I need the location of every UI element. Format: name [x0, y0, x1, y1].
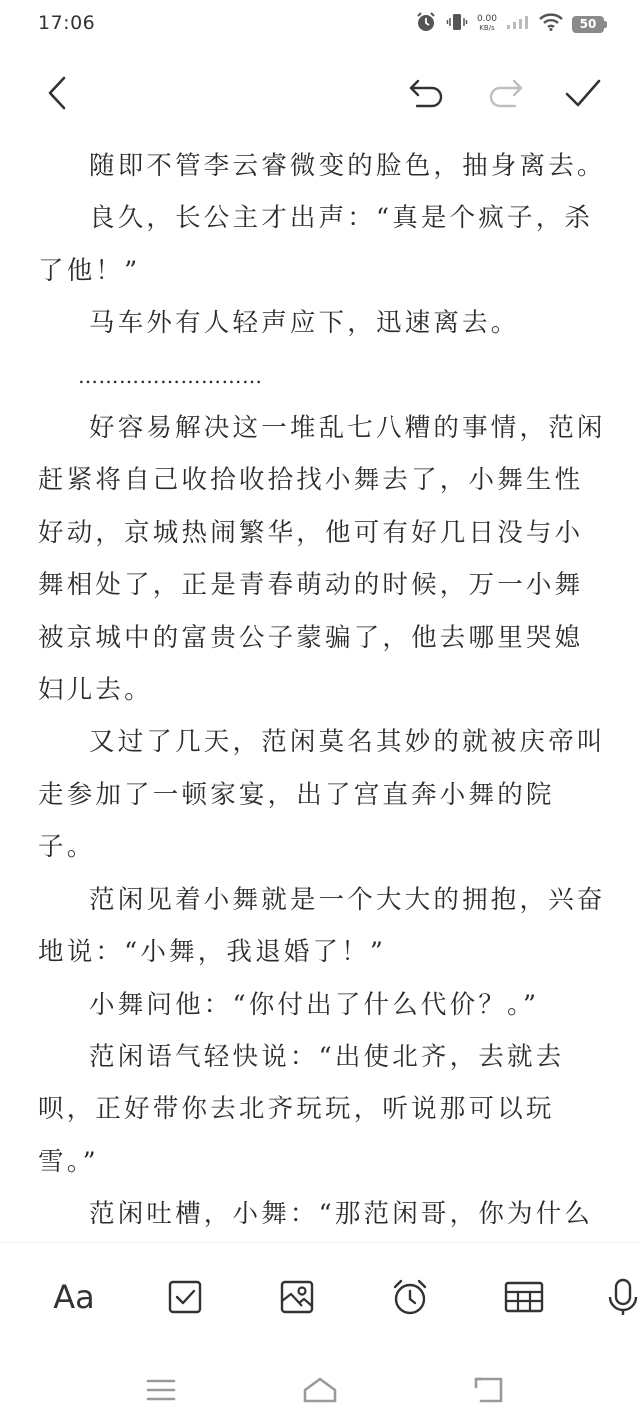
signal-icon: [506, 14, 530, 34]
note-paragraph: 良久，长公主才出声：“真是个疯子，杀了他！”: [38, 203, 594, 286]
menu-button[interactable]: [136, 1370, 186, 1410]
done-button[interactable]: [558, 68, 608, 118]
table-button[interactable]: [498, 1273, 550, 1321]
voice-button[interactable]: [606, 1273, 640, 1321]
font-style-icon: Aa: [53, 1278, 95, 1316]
editor-toolbar: [0, 60, 640, 126]
note-paragraph: 范闲见着小舞就是一个大大的拥抱，兴奋地说：“小舞，我退婚了！”: [38, 884, 606, 968]
note-paragraph: 范闲语气轻快说：“出使北齐，去就去呗，正好带你去北齐玩玩，听说那可以玩雪。”: [38, 1041, 565, 1177]
microphone-icon: [606, 1277, 640, 1317]
table-icon: [504, 1280, 544, 1314]
net-speed: [477, 15, 497, 33]
menu-icon: [146, 1378, 176, 1402]
note-paragraph: 随即不管李云睿微变的脸色，抽身离去。: [89, 151, 606, 181]
note-separator: ………………………: [78, 363, 263, 388]
note-paragraph: 小舞问他：“你付出了什么代价？。”: [89, 989, 540, 1020]
done-check-icon: [564, 77, 602, 109]
redo-icon: [485, 76, 525, 110]
alarm-clock-icon: [390, 1277, 430, 1317]
checklist-icon: [167, 1279, 203, 1315]
net-speed-unit: KB/s: [479, 24, 495, 32]
back-icon: [473, 1376, 505, 1404]
status-time: 17:06: [38, 12, 96, 34]
note-paragraph: 又过了几天，范闲莫名其妙的就被庆帝叫走参加了一顿家宴，出了宫直奔小舞的院子。: [38, 727, 606, 863]
redo-button[interactable]: [480, 68, 530, 118]
checklist-button[interactable]: [160, 1273, 210, 1321]
net-speed-value: 0.00: [476, 14, 497, 24]
vibrate-icon: [446, 11, 468, 37]
back-arrow-icon: [42, 75, 72, 111]
system-nav-bar: [0, 1350, 640, 1427]
status-bar: [0, 0, 640, 48]
reminder-button[interactable]: [384, 1273, 436, 1321]
note-paragraph: 马车外有人轻声应下，迅速离去。: [89, 308, 520, 339]
battery-icon: [572, 16, 604, 33]
image-icon: [279, 1279, 315, 1315]
home-icon: [302, 1376, 338, 1404]
format-toolbar: [0, 1242, 640, 1346]
alarm-icon: [415, 11, 437, 37]
image-button[interactable]: [272, 1273, 322, 1321]
battery-level: 50: [579, 16, 597, 31]
status-icons: [415, 12, 604, 36]
note-paragraph: 好容易解决这一堆乱七八糟的事情，范闲赶紧将自己收拾收拾找小舞去了，小舞生性好动，京城热闹繁华，他可有好几日没与小舞相处了，正是青春萌动的时候，万一小舞被京城中的富贵公子蒙骗了，他去哪里哭媳妇儿去。: [38, 413, 606, 706]
back-button[interactable]: [32, 68, 82, 118]
home-button[interactable]: [295, 1370, 345, 1410]
undo-button[interactable]: [402, 68, 452, 118]
nav-back-button[interactable]: [464, 1370, 514, 1410]
note-paragraph: 范闲吐槽，小舞：“那范闲哥，你为什么: [89, 1199, 594, 1230]
undo-icon: [407, 76, 447, 110]
font-style-button[interactable]: [48, 1273, 100, 1321]
note-editor[interactable]: [38, 140, 606, 1240]
wifi-icon: [539, 13, 563, 35]
